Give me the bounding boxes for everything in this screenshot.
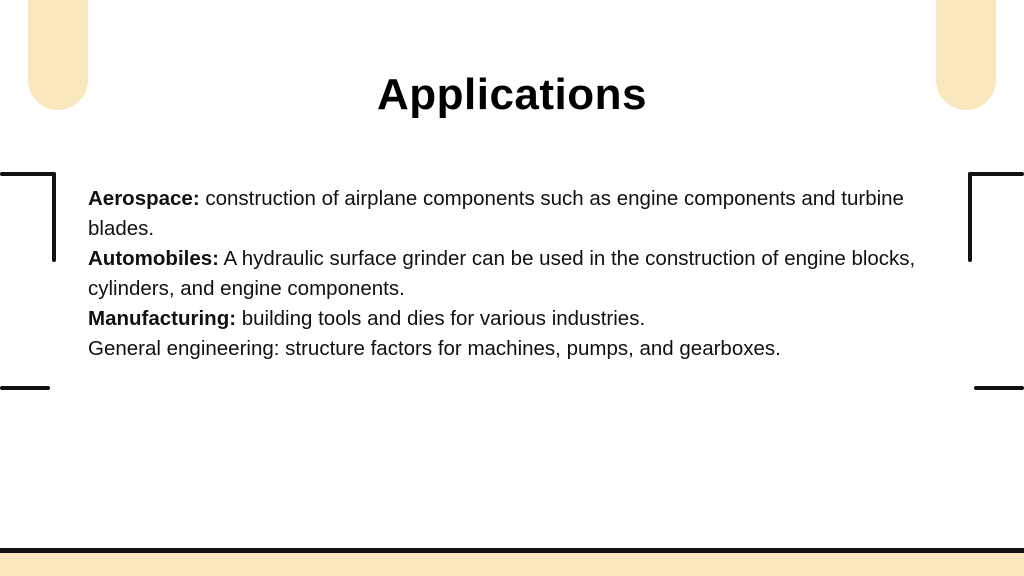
application-label: Aerospace: <box>88 187 200 210</box>
application-item-automobiles <box>88 244 938 304</box>
right-bracket-bottom <box>974 386 1024 390</box>
right-bracket-top <box>968 172 1024 176</box>
left-bracket-top <box>0 172 56 176</box>
slide-title: Applications <box>376 70 648 119</box>
left-bracket-vertical <box>52 172 56 262</box>
application-text: General engineering: structure factors for machines, pumps, and gearboxes. <box>88 337 781 360</box>
application-item-general-engineering <box>88 334 938 364</box>
application-text: building tools and dies for various industries. <box>236 307 646 330</box>
application-item-manufacturing <box>88 304 938 334</box>
footer-band <box>0 553 1024 576</box>
application-text: A hydraulic surface grinder can be used in the construction of engine blocks, cylinders, and engine components. <box>88 247 916 300</box>
applications-list <box>88 184 938 364</box>
application-item-aerospace <box>88 184 938 244</box>
application-label: Automobiles: <box>88 247 219 270</box>
application-text: construction of airplane components such as engine components and turbine blades. <box>88 187 904 240</box>
application-label: Manufacturing: <box>88 307 237 330</box>
left-bracket-bottom <box>0 386 50 390</box>
right-bracket-vertical <box>968 172 972 262</box>
